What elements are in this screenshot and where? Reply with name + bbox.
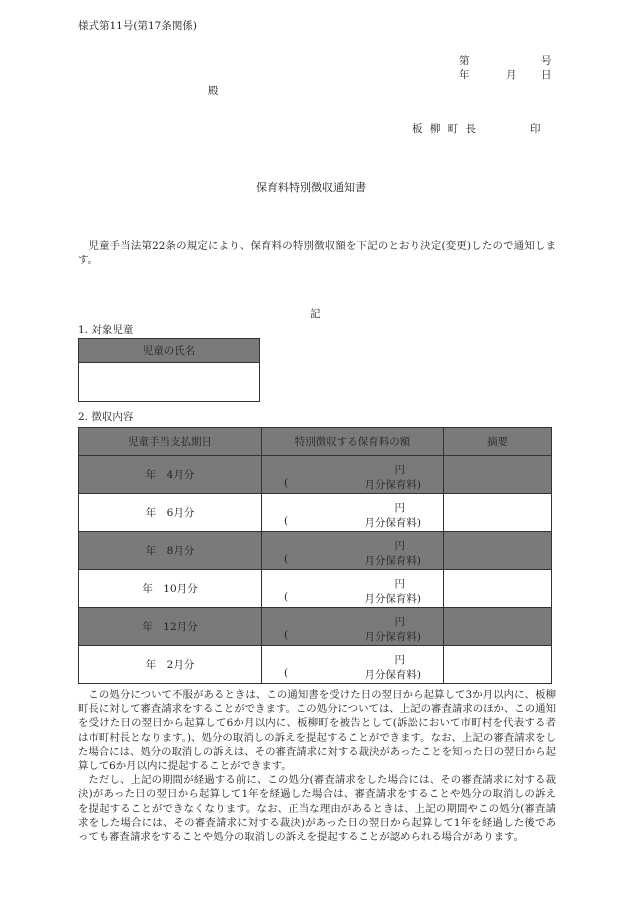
- child-name-header: 児童の氏名: [79, 339, 260, 363]
- payment-period-cell: 年 6月分: [79, 494, 262, 532]
- notice-text: [78, 688, 556, 844]
- remarks-cell: [444, 532, 552, 570]
- yen-unit: 円: [394, 502, 405, 514]
- ki-marker: 記: [310, 308, 321, 320]
- document-number-label: 第: [459, 55, 470, 67]
- month-fee-label: 月分保育料): [364, 669, 421, 681]
- fee-amount-cell: [262, 456, 444, 494]
- table-row: [79, 646, 552, 684]
- table-row: [79, 608, 552, 646]
- table-row: [79, 494, 552, 532]
- open-paren: (: [284, 629, 289, 641]
- date-month: 月: [506, 69, 517, 81]
- date-year: 年: [459, 69, 470, 81]
- month-fee-label: 月分保育料): [364, 593, 421, 605]
- column-fee-amount: 特別徴収する保育料の額: [262, 428, 444, 456]
- remarks-cell: [444, 646, 552, 684]
- fee-amount-cell: [262, 494, 444, 532]
- open-paren: (: [284, 667, 289, 679]
- column-remarks: 摘要: [444, 428, 552, 456]
- child-table: [78, 338, 260, 402]
- payment-period-cell: 年 2月分: [79, 646, 262, 684]
- column-payment-date: 児童手当支払期日: [79, 428, 262, 456]
- collection-table: [78, 427, 552, 684]
- table-row: [79, 456, 552, 494]
- remarks-cell: [444, 608, 552, 646]
- document-title: 保育料特別徴収通知書: [256, 181, 366, 194]
- addressee-suffix: 殿: [208, 85, 219, 97]
- notice-paragraph-1: この処分について不服があるときは、この通知書を受けた日の翌日から起算して3か月以内に、板柳町長に対して審査請求をすることができます。この処分については、上記の審査請求のほか、この通知を受けた日の翌日から起算して6か月以内に、板柳町を被告として(訴訟において市町村を代表する者は市町村長となります。)、処分の取消しの訴えを提起することができます。なお、上記の審査請求をした場合には、処分の取消しの訴えは、その審査請求に対する裁決があったことを知った日の翌日から起算して6か月以内に提起することができます。: [78, 689, 556, 773]
- date-day: 日: [541, 69, 552, 81]
- fee-amount-cell: [262, 570, 444, 608]
- section2-heading: 2. 徴収内容: [78, 411, 134, 423]
- yen-unit: 円: [394, 578, 405, 590]
- payment-period-cell: 年 10月分: [79, 570, 262, 608]
- open-paren: (: [284, 591, 289, 603]
- yen-unit: 円: [394, 654, 405, 666]
- table-row: [79, 532, 552, 570]
- form-number: 様式第11号(第17条関係): [78, 20, 197, 32]
- fee-amount-cell: [262, 608, 444, 646]
- month-fee-label: 月分保育料): [364, 631, 421, 643]
- remarks-cell: [444, 570, 552, 608]
- open-paren: (: [284, 515, 289, 527]
- yen-unit: 円: [394, 616, 405, 628]
- payment-period-cell: 年 8月分: [79, 532, 262, 570]
- month-fee-label: 月分保育料): [364, 517, 421, 529]
- payment-period-cell: 年 4月分: [79, 456, 262, 494]
- section1-heading: 1. 対象児童: [78, 324, 134, 336]
- remarks-cell: [444, 456, 552, 494]
- yen-unit: 円: [394, 464, 405, 476]
- yen-unit: 円: [394, 540, 405, 552]
- month-fee-label: 月分保育料): [364, 555, 421, 567]
- month-fee-label: 月分保育料): [364, 479, 421, 491]
- payment-period-cell: 年 12月分: [79, 608, 262, 646]
- fee-amount-cell: [262, 646, 444, 684]
- table-row: [79, 570, 552, 608]
- notice-paragraph-2: ただし、上記の期間が経過する前に、この処分(審査請求をした場合には、その審査請求に対する裁決)があった日の翌日から起算して1年を経過した場合は、審査請求をすることや処分の取消しの訴えを提起することができなくなります。なお、正当な理由があるときは、上記の期間やこの処分(審査請求をした場合には、その審査請求に対する裁決)があった日の翌日から起算して1年を経過した後であっても審査請求をすることや処分の取消しの訴えを提起することが認められる場合があります。: [78, 774, 556, 844]
- child-name-cell: [79, 363, 260, 402]
- seal-mark: 印: [530, 123, 541, 135]
- document-number-suffix: 号: [541, 55, 552, 67]
- open-paren: (: [284, 477, 289, 489]
- remarks-cell: [444, 494, 552, 532]
- issuer: 板 柳 町 長: [412, 123, 479, 135]
- fee-amount-cell: [262, 532, 444, 570]
- intro-paragraph: 児童手当法第22条の規定により、保育料の特別徴収額を下記のとおり決定(変更)したので通知します。: [78, 240, 556, 267]
- open-paren: (: [284, 553, 289, 565]
